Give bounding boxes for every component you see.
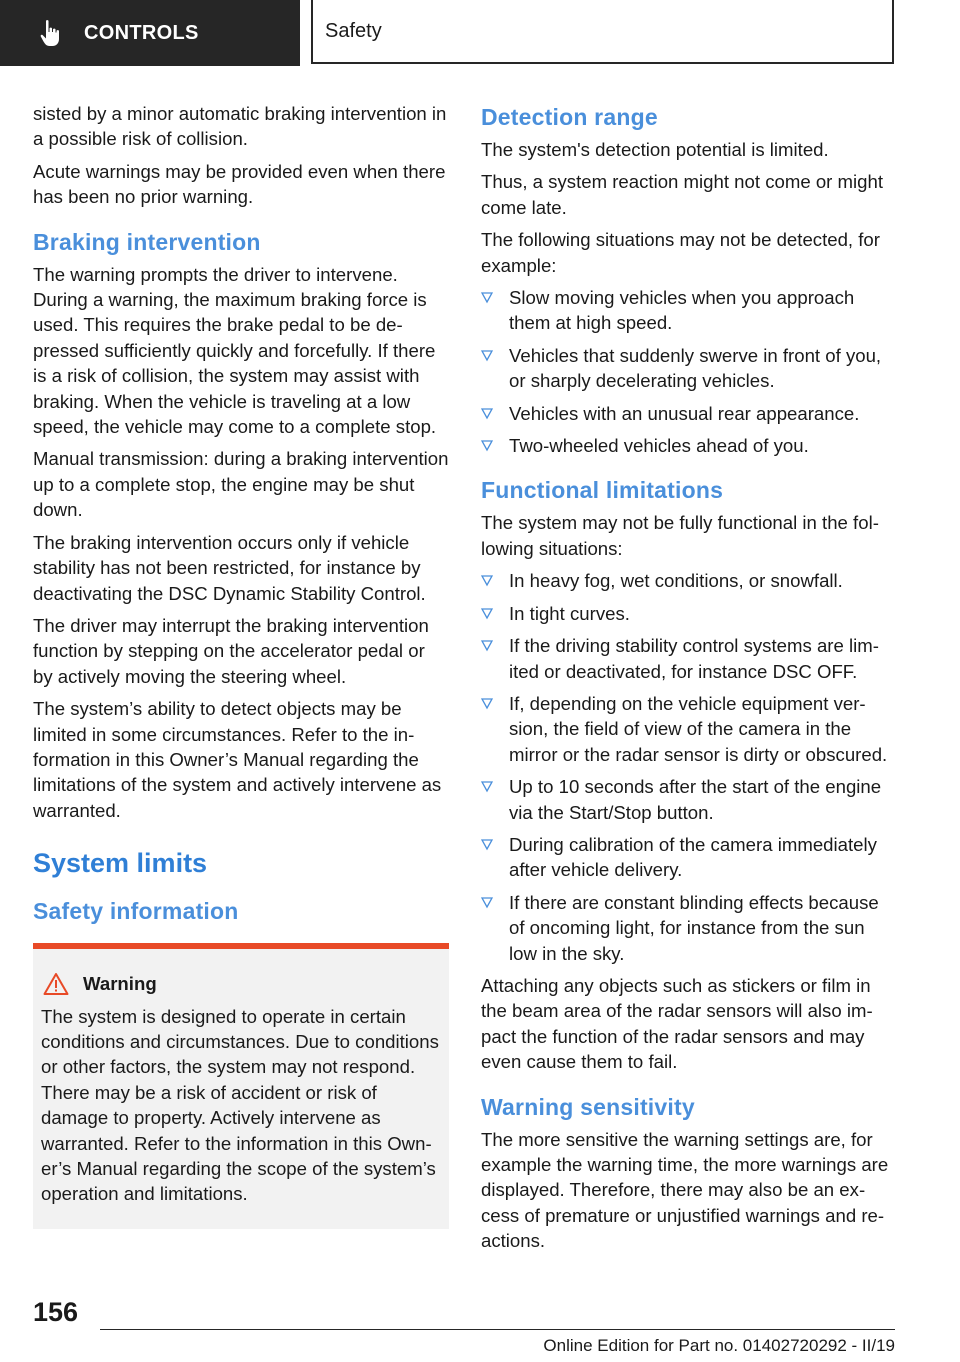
topic-tab-label: Safety xyxy=(325,19,382,42)
paragraph: The driver may interrupt the braking intervention function by stepping on the accelerator pedal or by actively moving the steering wheel. xyxy=(33,614,429,687)
paragraph: sisted by a minor automatic braking intervention in a possible risk of collision. xyxy=(33,103,447,150)
list-item: If there are constant blinding effects because of oncoming light, for instance from the sun low in the sky. xyxy=(481,890,897,966)
list-item: Vehicles with an unusual rear appearance. xyxy=(481,401,897,426)
heading-system-limits: System limits xyxy=(33,848,208,879)
paragraph: The more sensitive the warning settings are, for example the warning time, the more warnings are displayed. Therefore, there may also be an excess of premature or unjustified warnings and reactions. xyxy=(481,1128,889,1252)
list-item: In tight curves. xyxy=(481,601,897,626)
list-item: Slow moving vehicles when you approach them at high speed. xyxy=(481,285,897,336)
page-number: 156 xyxy=(33,1297,79,1327)
bullet-triangle-icon xyxy=(481,897,493,909)
heading-detection-range: Detection range xyxy=(481,104,658,130)
list-item: Up to 10 seconds after the start of the engine via the Start/Stop button. xyxy=(481,774,897,825)
bullet-triangle-icon xyxy=(481,440,493,452)
paragraph: Attaching any objects such as stickers or film in the beam area of the radar sensors will also impact the function of the radar sensors and may even cause them to fail. xyxy=(481,974,873,1073)
list-item: If, depending on the vehicle equipment version, the field of view of the camera in the mirror or the radar sensor is dirty or obscured. xyxy=(481,691,897,767)
section-tab-controls[interactable] xyxy=(0,0,300,66)
bullet-triangle-icon xyxy=(481,408,493,420)
bullet-triangle-icon xyxy=(481,575,493,587)
warning-text: The system is designed to operate in certain conditions and circumstances. Due to conditions or other factors, the system may not respond. There may be a risk of accident or risk of damage to property. Actively intervene as warranted. Refer to the information in this Owner’s Manual regarding the scope of the system’s operation and limitations. xyxy=(41,1005,439,1205)
list-item: If the driving stability control systems are limited or deactivated, for instance DSC OFF. xyxy=(481,633,897,684)
warning-box xyxy=(33,943,449,1229)
bullet-triangle-icon xyxy=(481,350,493,362)
paragraph: The braking intervention occurs only if vehicle stability has not been restricted, for instance by deactivating the DSC Dynamic Stability Control. xyxy=(33,531,426,604)
list-item: During calibration of the camera immediately after vehicle delivery. xyxy=(481,832,897,883)
bullet-triangle-icon xyxy=(481,781,493,793)
edition-note: Online Edition for Part no. 01402720292 - II/19 xyxy=(543,1336,895,1355)
paragraph: The warning prompts the driver to intervene. During a warning, the maximum braking force is used. This requires the brake pedal to be depressed sufficiently quickly and forcefully. If there is a risk of collision, the system may assist with braking. When the vehicle is traveling at a low speed, the vehicle may come to a complete stop. xyxy=(33,263,437,438)
heading-warning-sensitivity: Warning sensitivity xyxy=(481,1093,695,1120)
paragraph: Manual transmission: during a braking intervention up to a complete stop, the engine may be shut down. xyxy=(33,448,449,521)
paragraph: The system's detection potential is limited. xyxy=(481,139,829,160)
bullet-triangle-icon xyxy=(481,608,493,620)
heading-functional-limitations: Functional limitations xyxy=(481,477,724,504)
bullet-triangle-icon xyxy=(481,640,493,652)
list-item: Two-wheeled vehicles ahead of you. xyxy=(481,433,897,458)
paragraph: Thus, a system reaction might not come or might come late. xyxy=(481,171,883,218)
warning-title: Warning xyxy=(83,973,157,995)
right-column xyxy=(481,101,897,1261)
bullet-triangle-icon xyxy=(481,698,493,710)
bullet-triangle-icon xyxy=(481,292,493,304)
warning-header xyxy=(41,971,441,996)
paragraph: The system may not be fully functional in the following situations: xyxy=(481,512,879,559)
paragraph: The system’s ability to detect objects may be limited in some circumstances. Refer to the information in this Owner’s Manual regarding the limitations of the system and actively intervene as warranted. xyxy=(33,698,442,821)
functional-list xyxy=(481,568,897,966)
bullet-triangle-icon xyxy=(481,839,493,851)
paragraph: Acute warnings may be provided even when there has been no prior warning. xyxy=(33,160,446,208)
detection-list xyxy=(481,285,897,458)
paragraph: The following situations may not be detected, for example: xyxy=(481,229,880,276)
topic-tab xyxy=(311,0,894,64)
list-item: In heavy fog, wet conditions, or snowfall. xyxy=(481,568,897,593)
hand-pointer-icon xyxy=(40,19,66,47)
list-item: Vehicles that suddenly swerve in front of you, or sharply decelerating vehicles. xyxy=(481,343,897,394)
footer-divider xyxy=(100,1329,895,1330)
heading-safety-information: Safety information xyxy=(33,898,239,925)
heading-braking-intervention: Braking intervention xyxy=(33,228,261,255)
warning-triangle-icon xyxy=(43,972,69,996)
page-header xyxy=(0,0,960,66)
left-column xyxy=(33,101,449,1229)
section-tab-label: CONTROLS xyxy=(84,21,199,44)
